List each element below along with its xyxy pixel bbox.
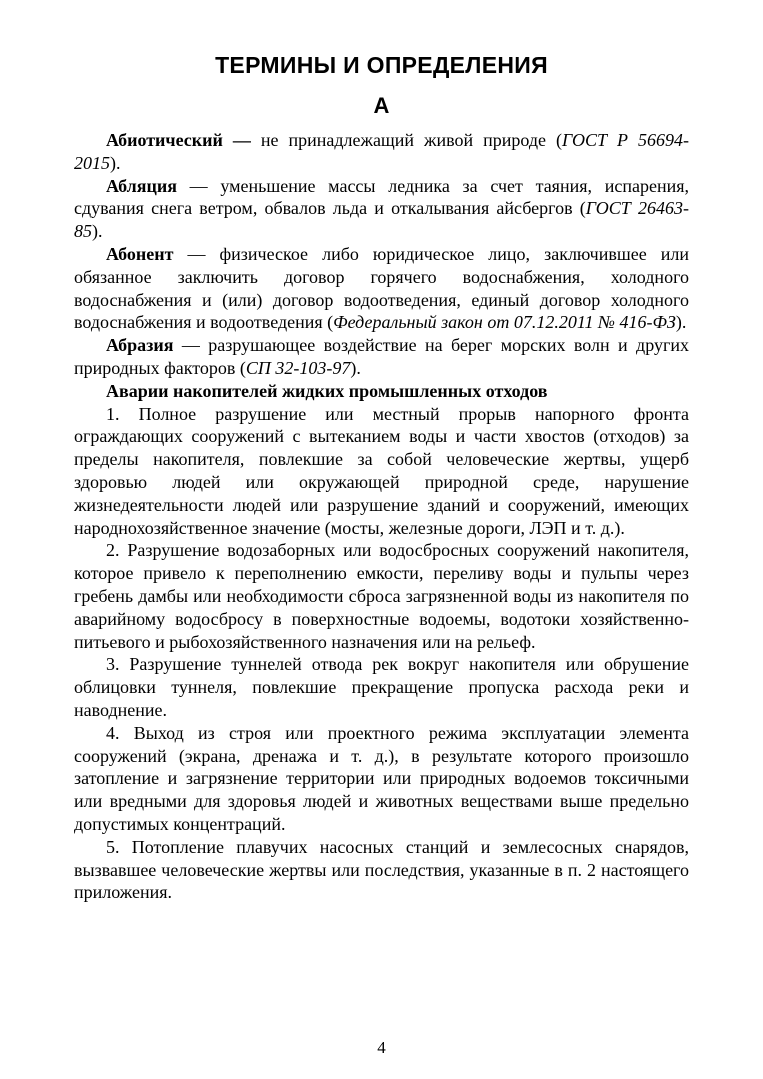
page-number: 4	[377, 1038, 386, 1057]
definition-end: ).	[110, 152, 121, 173]
term: Абонент	[106, 243, 174, 264]
source-reference: Федеральный закон от 07.12.2011 № 416-ФЗ	[333, 312, 676, 333]
definition-end: ).	[92, 221, 103, 242]
entry-abonent	[74, 243, 689, 334]
term: Абразия	[106, 335, 174, 356]
source-reference: ГОСТ Р 56694-2015	[74, 130, 689, 173]
page-title: ТЕРМИНЫ И ОПРЕДЕЛЕНИЯ	[215, 52, 548, 78]
accidents-heading: Аварии накопителей жидких промышленных отходов	[106, 380, 548, 401]
source-reference: ГОСТ 26463-85	[74, 198, 689, 242]
section-letter: А	[373, 93, 390, 118]
accident-item-1: 1. Полное разрушение или местный прорыв напорного фронта ограждающих сооружений с вытеканием воды и части хвостов (отходов) за пределы накопителя, повлекшие за собой человеческие жертвы, ущерб здоровью людей или окружающей природной среде, нарушение жизнедеятельности людей или разрушение зданий и сооружений, имеющих народнохозяйственное значение (мосты, железные дороги, ЛЭП и т. д.).	[74, 403, 689, 538]
document-body	[74, 129, 689, 904]
definition: — уменьшение массы ледника за счет таяния, испарения, сдувания снега ветром, обвалов льда и откалывания айсбергов (	[74, 175, 689, 219]
source-reference: СП 32-103-97	[245, 357, 351, 378]
definition: — физическое либо юридическое лицо, заключившее или обязанное заключить договор горячего водоснабжения, холодного водоснабжения и (или) договор водоотведения, единый договор холодного водоснабжения и водоотведения (	[74, 243, 689, 333]
term: Абиотический —	[106, 130, 251, 150]
term: Абляция	[106, 175, 177, 196]
entry-ablyatsiya	[74, 175, 689, 243]
entry-abraziya	[74, 334, 689, 380]
accident-item-4: 4. Выход из строя или проектного режима эксплуатации элемента сооружений (экрана, дренажа и т. д.), в результате которого произошло затопление и загрязнение территории или природных водоемов токсичными или вредными для здоровья людей и животных веществами выше предельно допустимых концентраций.	[74, 722, 689, 834]
definition-end: ).	[675, 312, 687, 333]
definition-end: ).	[350, 357, 361, 378]
accident-item-3: 3. Разрушение туннелей отвода рек вокруг накопителя или обрушение облицовки туннеля, повлекшие прекращение пропуска расхода реки и наводнение.	[74, 654, 689, 720]
document-page	[74, 52, 689, 904]
accident-item-5: 5. Потопление плавучих насосных станций и землесосных снарядов, вызвавшее человеческие жертвы или последствия, указанные в п. 2 настоящего приложения.	[74, 836, 689, 903]
accident-item-2: 2. Разрушение водозаборных или водосбросных сооружений накопителя, которое привело к переполнению емкости, переливу воды и пульпы через гребень дамбы или необходимости сброса загрязненной воды из накопителя по аварийному водосбросу в поверхностные водоемы, водотоки хозяйственно-питьевого и рыбохозяйственного назначения или на рельеф.	[74, 540, 689, 652]
definition: не принадлежащий живой природе (	[250, 130, 562, 150]
definition: — разрушающее воздействие на берег морских волн и других природных факторов (	[74, 335, 689, 378]
entry-abioticheskiy	[74, 129, 689, 175]
